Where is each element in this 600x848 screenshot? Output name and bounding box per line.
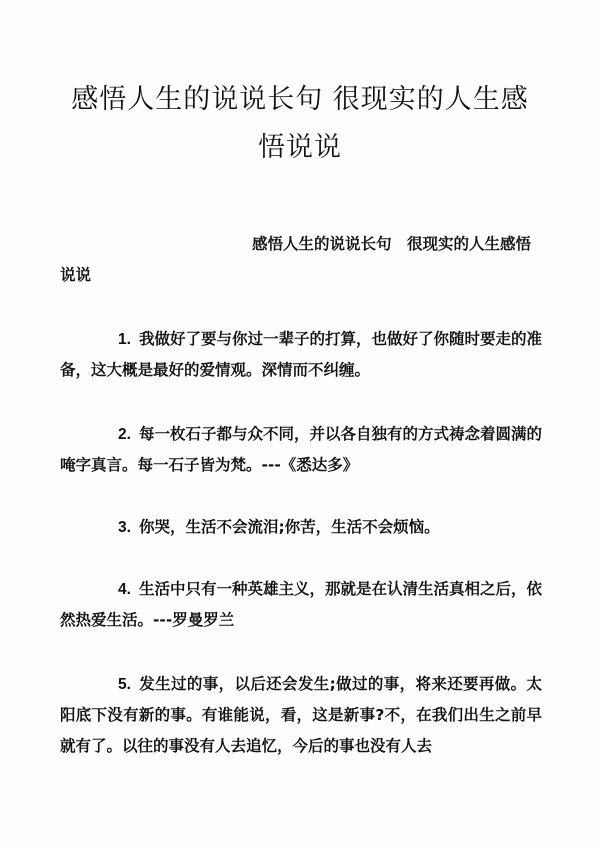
list-item <box>60 512 542 543</box>
item-number: 5. <box>118 676 131 693</box>
item-text: 我做好了要与你过一辈子的打算，也做好了你随时要走的准备，这大概是最好的爱情观。深情而不纠缠。 <box>60 330 542 379</box>
subtitle-text: 感悟人生的说说长句 很现实的人生感悟说说 <box>60 235 532 284</box>
list-item <box>60 574 542 636</box>
item-number: 4. <box>118 581 131 598</box>
item-text: 你哭，生活不会流泪;你苦，生活不会烦恼。 <box>138 518 440 536</box>
list-item <box>60 419 542 481</box>
item-number: 2. <box>118 426 131 443</box>
document-title: 感悟人生的说说长句 很现实的人生感悟说说 <box>71 84 529 163</box>
item-text: 发生过的事，以后还会发生;做过的事，将来还要再做。太阳底下没有新的事。有谁能说，看，这是新事?不，在我们出生之前早就有了。以往的事没有人去追忆，今后的事也没有人去 <box>60 675 542 755</box>
list-item <box>60 324 542 386</box>
item-text: 生活中只有一种英雄主义，那就是在认清生活真相之后，依然热爱生活。---罗曼罗兰 <box>60 580 542 629</box>
item-number: 1. <box>118 331 131 348</box>
item-text: 每一枚石子都与众不同，并以各自独有的方式祷念着圆满的唵字真言。每一石子皆为梵。---《悉达多》 <box>60 425 542 474</box>
document-subtitle <box>60 229 540 291</box>
item-number: 3. <box>118 519 131 536</box>
list-item <box>60 669 542 762</box>
